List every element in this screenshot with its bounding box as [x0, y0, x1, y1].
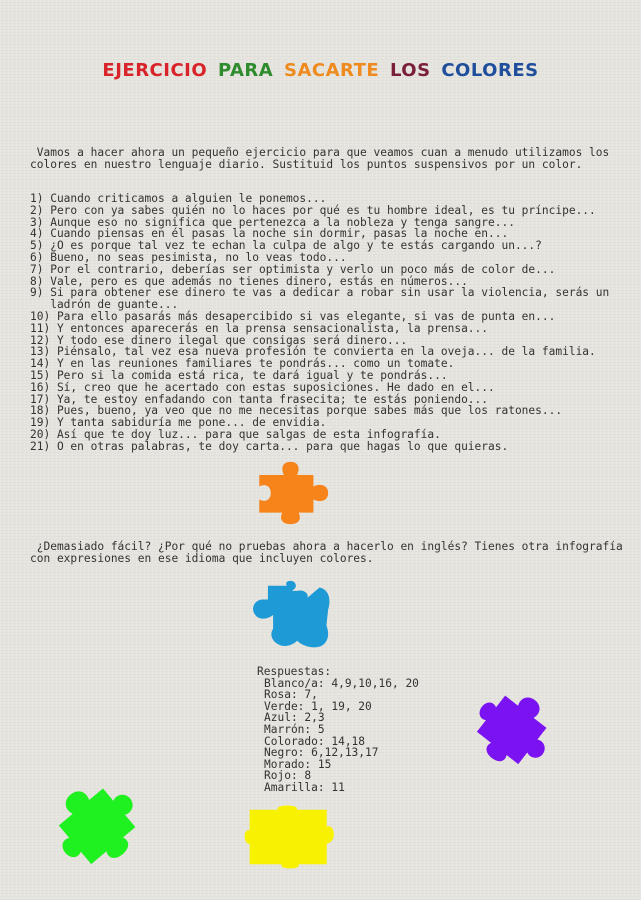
question-item: 2) Pero con ya sabes quién no lo haces por qué es tu hombre ideal, es tu príncipe...	[30, 203, 596, 217]
title-word: LOS	[389, 60, 431, 81]
question-item: 15) Pero si la comida está rica, te dará igual y te pondrás...	[30, 368, 448, 382]
puzzle-piece-blue-icon	[249, 580, 335, 650]
answer-item: Azul: 2,3	[264, 711, 325, 725]
question-item: 18) Pues, bueno, ya veo que no me necesitas porque sabes más que los ratones...	[30, 404, 563, 418]
title-word: SACARTE	[284, 60, 380, 81]
answers-title: Respuestas:	[257, 665, 332, 678]
question-item: 6) Bueno, no seas pesimista, no lo veas todo...	[30, 250, 347, 264]
question-item: 4) Cuando piensas en él pasas la noche sin dormir, pasas la noche en...	[30, 227, 509, 241]
title-word: PARA	[217, 60, 274, 81]
puzzle-piece-yellow-icon	[244, 804, 338, 870]
title-word: COLORES	[441, 60, 539, 81]
answer-item: Morado: 15	[264, 757, 332, 771]
answer-item: Verde: 1, 19, 20	[264, 699, 372, 713]
question-item: 11) Y entonces aparecerás en la prensa sensacionalista, la prensa...	[30, 321, 489, 335]
question-list	[30, 193, 620, 453]
question-item: 1) Cuando criticamos a alguien le ponemos...	[30, 192, 327, 205]
question-item: 20) Así que te doy luz... para que salgas de esta infografía.	[30, 427, 441, 441]
question-item: 21) O en otras palabras, te doy carta... para que hagas lo que quieras.	[30, 439, 509, 453]
question-item: 8) Vale, pero es que además no tienes dinero, estás en números...	[30, 274, 468, 288]
question-item: 7) Por el contrario, deberías ser optimista y verlo un poco más de color de...	[30, 262, 556, 276]
question-item: 12) Y todo ese dinero ilegal que consigas será dinero...	[30, 333, 408, 347]
question-item: 13) Piénsalo, tal vez esa nueva profesión te convierta en la oveja... de la familia.	[30, 345, 596, 359]
intro-paragraph: Vamos a hacer ahora un pequeño ejercicio para que veamos cuan a menudo utilizamos los colores en nuestro lenguaje diario. Sustituid los puntos suspensivos por un color.	[30, 146, 610, 171]
answers-list	[257, 678, 419, 794]
question-item: 19) Y tanta sabiduría me pone... de envidia.	[30, 416, 327, 430]
answer-item: Rojo: 8	[264, 769, 312, 783]
answer-item: Blanco/a: 4,9,10,16, 20	[264, 676, 419, 690]
outro-paragraph: ¿Demasiado fácil? ¿Por qué no pruebas ahora a hacerlo en inglés? Tienes otra infografía con expresiones en ese idioma que incluyen colores.	[30, 540, 623, 565]
puzzle-piece-purple-icon	[475, 684, 557, 770]
answer-item: Marrón: 5	[264, 722, 325, 736]
question-item: 3) Aunque eso no significa que pertenezca a la nobleza y tenga sangre...	[30, 215, 515, 229]
question-item: 17) Ya, te estoy enfadando con tanta frasecita; te estás poniendo...	[30, 392, 489, 406]
puzzle-piece-green-icon	[49, 776, 141, 866]
question-item: 16) Sí, creo que he acertado con estas suposiciones. He dado en el...	[30, 380, 495, 394]
page-title	[0, 60, 641, 81]
answer-item: Colorado: 14,18	[264, 734, 366, 748]
question-item: 14) Y en las reuniones familiares te pondrás... como un tomate.	[30, 357, 455, 371]
answers-block	[257, 666, 419, 794]
answer-item: Negro: 6,12,13,17	[264, 746, 379, 760]
puzzle-piece-orange-icon	[256, 460, 338, 526]
question-item: 9) Si para obtener ese dinero te vas a dedicar a robar sin usar la violencia, serás un ladrón de guante...	[30, 286, 610, 312]
answer-item: Amarilla: 11	[264, 780, 345, 794]
title-word: EJERCICIO	[102, 60, 208, 81]
answer-item: Rosa: 7,	[264, 688, 318, 702]
question-item: 10) Para ello pasarás más desapercibido si vas elegante, si vas de punta en...	[30, 309, 556, 323]
question-item: 5) ¿O es porque tal vez te echan la culpa de algo y te estás cargando un...?	[30, 239, 542, 253]
